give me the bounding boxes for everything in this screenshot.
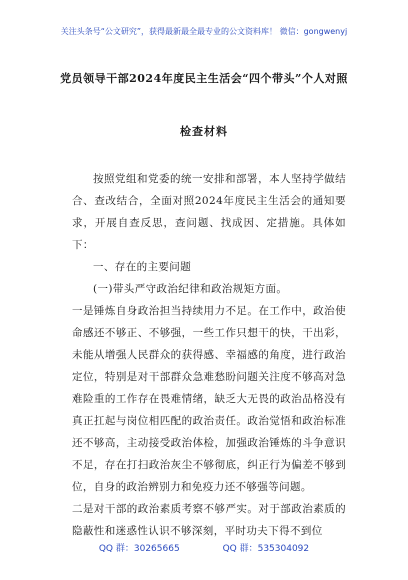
section-heading: 一、存在的主要问题 xyxy=(93,261,192,273)
intro-paragraph: 按照党组和党委的统一安排和部署，本人坚持学做结合、查改结合，全面对照2024年度民主生活会的通知要求，开展自查反思，查问题、找成因、定措施。具体如下： xyxy=(72,173,346,251)
header-note: 关注头条号“公文研究”，获得最新最全最专业的公文资料库！ 微信：gongwenyj xyxy=(60,27,348,36)
subsection-heading: (一)带头严守政治纪律和政治规矩方面。 xyxy=(93,283,288,295)
qq-group-1: QQ 群：30265665 xyxy=(98,544,180,554)
document-body xyxy=(72,168,346,542)
document-title: 党员领导干部2024年度民主生活会“四个带头”个人对照 xyxy=(60,72,348,85)
footer-contact xyxy=(0,541,408,554)
body-paragraph: 二是对干部的政治素质考察不够严实。对于部政治素质的隐蔽性和迷惑性认识不够深刻，平时功夫下得不到位 xyxy=(72,503,346,537)
document-subtitle: 检查材料 xyxy=(180,125,228,138)
qq-group-2: QQ 群：535304092 xyxy=(222,544,310,554)
body-paragraph: 一是锤炼自身政治担当持续用力不足。在工作中，政治使命感还不够正、不够强，一些工作只想干的快，干出彩，未能从增强人民群众的获得感、幸福感的角度，进行政治定位，特别是对干部群众急难愁盼问题关注度不够高对急难险重的工作存在畏难情绪，缺乏大无畏的政治品格没有真正扛起与岗位相匹配的政治责任。政治觉悟和政治标准还不够高，主动接受政治体检，加强政治锤炼的斗争意识不足，存在打扫政治灰尘不够彻底，纠正行为偏差不够到位，自身的政治辨别力和免疫力还不够强等问题。 xyxy=(72,305,346,493)
